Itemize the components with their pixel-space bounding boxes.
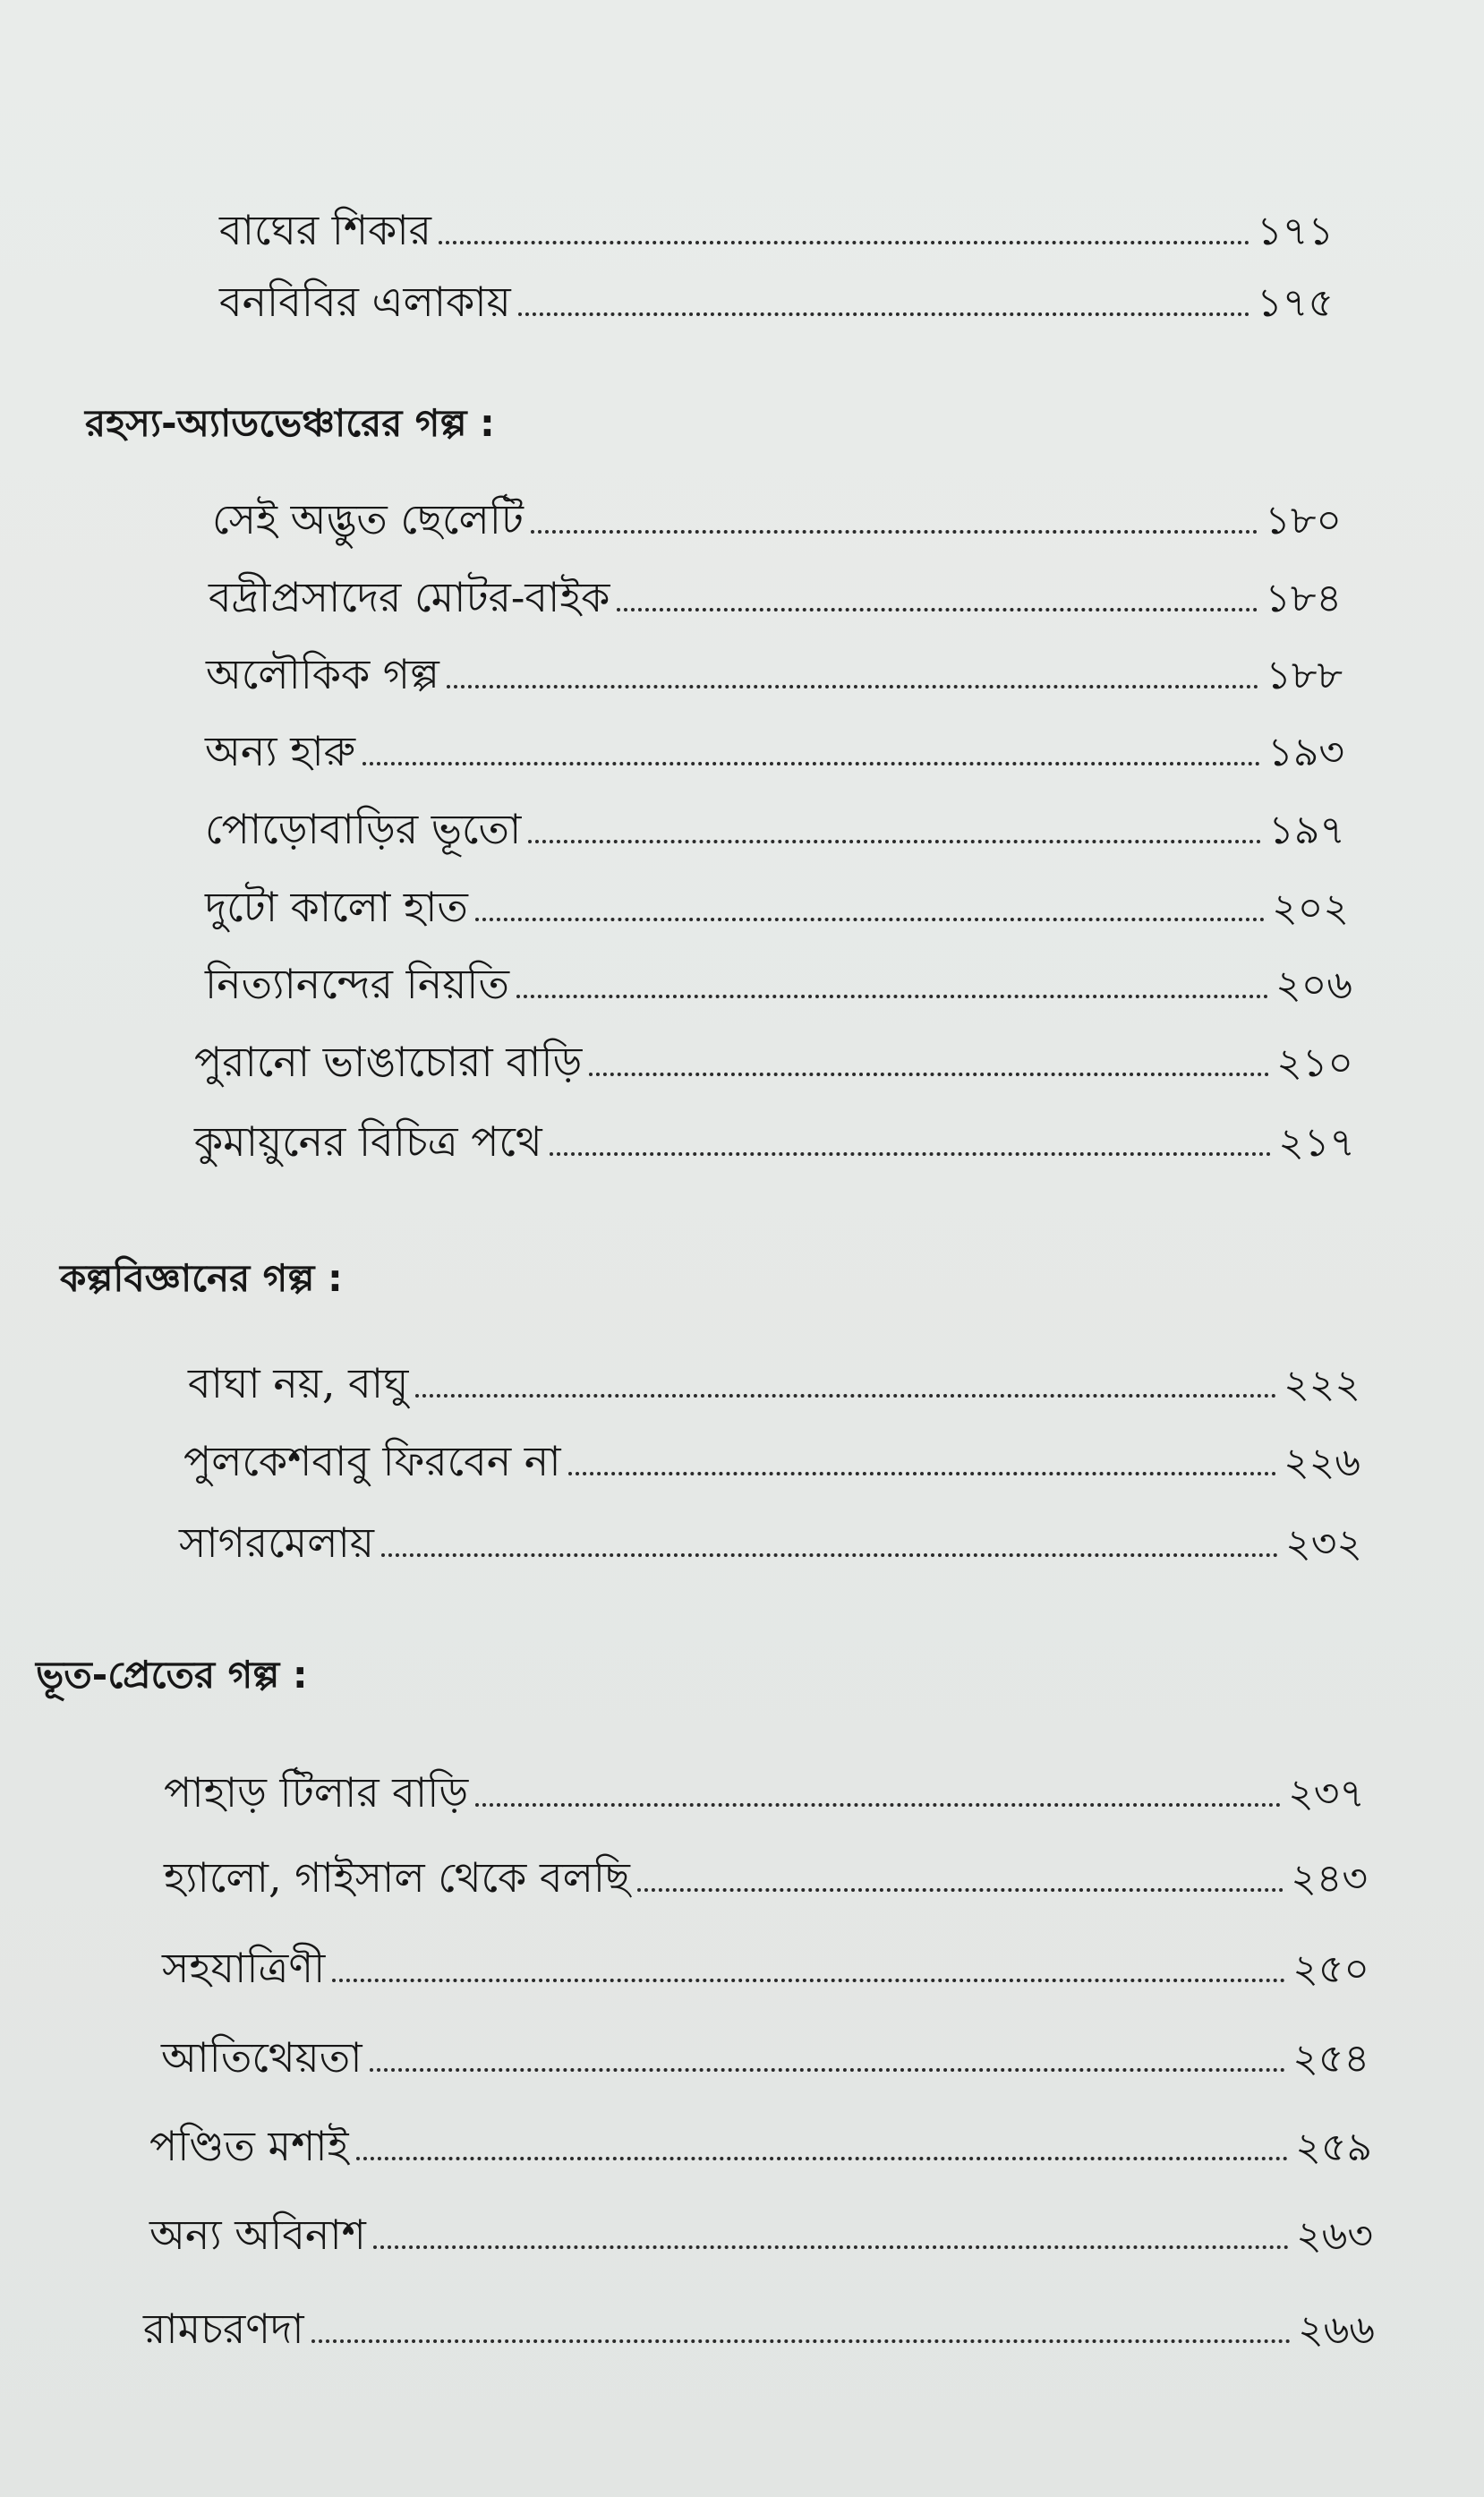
section-heading-ghost-stories: ভূত-প্রেতের গল্প :: [36, 1653, 308, 1697]
toc-entry: [183, 1430, 1360, 1492]
entry-title: অলৌকিক গল্প: [206, 650, 439, 698]
entry-page-number: ২৬৩: [1296, 2213, 1373, 2259]
entry-page-number: ২২৬: [1284, 1440, 1360, 1485]
entry-page-number: ২১০: [1276, 1040, 1353, 1086]
entry-page-number: ২২২: [1284, 1362, 1360, 1407]
dot-leader: [332, 1979, 1285, 1982]
toc-entry: [164, 1846, 1368, 1909]
toc-entry: [205, 720, 1344, 782]
entry-page-number: ২৩২: [1285, 1521, 1362, 1567]
toc-entry: [205, 798, 1345, 860]
dot-leader: [475, 1803, 1281, 1807]
section-heading-science-fiction: কল্পবিজ্ঞানের গল্প :: [60, 1256, 343, 1300]
toc-entry: [194, 1030, 1353, 1093]
entry-title: বদ্রীপ্রসাদের মোটর-বাইক: [209, 573, 610, 621]
entry-title: সাগরমেলায়: [179, 1518, 374, 1567]
entry-page-number: ২৪৩: [1291, 1856, 1368, 1902]
dot-leader: [516, 995, 1268, 998]
entry-title: বাঘা নয়, বাঘু: [188, 1359, 409, 1407]
dot-leader: [362, 762, 1260, 765]
entry-page-number: ২৩৭: [1288, 1771, 1365, 1817]
dot-leader: [370, 2068, 1286, 2072]
dot-leader: [518, 312, 1250, 316]
entry-page-number: ২০৬: [1275, 962, 1352, 1008]
toc-entry: [206, 643, 1343, 705]
dot-leader: [381, 1553, 1278, 1557]
toc-entry: [164, 1761, 1365, 1824]
toc-entry: [149, 2115, 1372, 2177]
entry-title: নিত্যানন্দের নিয়তি: [205, 960, 509, 1008]
toc-entry: [179, 1511, 1362, 1574]
dot-leader: [589, 1073, 1269, 1076]
dot-leader: [617, 608, 1258, 611]
toc-entry: [209, 566, 1342, 629]
entry-page-number: ১৭১: [1257, 209, 1334, 254]
dot-leader: [373, 2245, 1289, 2249]
dot-leader: [568, 1472, 1277, 1475]
entry-title: পুরানো ভাঙাচোরা বাড়ি: [194, 1038, 583, 1086]
dot-leader: [475, 918, 1265, 921]
toc-entry: [161, 2026, 1369, 2089]
entry-title: বাঘের শিকার: [219, 206, 431, 254]
entry-page-number: ২১৭: [1278, 1120, 1355, 1166]
entry-page-number: ২৬৬: [1298, 2307, 1375, 2353]
toc-entry: [212, 488, 1342, 551]
entry-title: আতিথেয়তা: [161, 2033, 362, 2082]
entry-title: দুটো কালো হাত: [205, 883, 468, 931]
entry-page-number: ১৮৪: [1265, 576, 1342, 621]
toc-entry: [219, 270, 1334, 333]
toc-entry: [143, 2297, 1375, 2360]
entry-page-number: ২৫৪: [1292, 2036, 1369, 2082]
entry-title: বনবিবির এলাকায়: [219, 278, 511, 326]
entry-title: অন্য অবিনাশ: [149, 2211, 366, 2259]
entry-page-number: ১৭৫: [1257, 280, 1334, 326]
toc-entry: [149, 2203, 1373, 2266]
entry-page-number: ১৯৭: [1268, 808, 1345, 853]
dot-leader: [439, 241, 1249, 244]
entry-page-number: ১৮৮: [1266, 653, 1343, 698]
section-heading-mystery-adventure: রহস্য-অ্যাডভেঞ্চারের গল্প :: [85, 401, 495, 445]
entry-page-number: ২০২: [1272, 885, 1349, 931]
entry-title: সেই অদ্ভুত ছেলেটি: [212, 495, 524, 543]
toc-entry: [219, 199, 1334, 261]
entry-page-number: ২৫০: [1292, 1946, 1369, 1992]
entry-page-number: ২৫৯: [1295, 2125, 1372, 2170]
entry-page-number: ১৯৩: [1267, 730, 1344, 775]
dot-leader: [311, 2339, 1292, 2343]
dot-leader: [531, 530, 1258, 534]
toc-entry: [194, 1110, 1355, 1173]
entry-title: কুমায়ুনের বিচিত্র পথে: [194, 1117, 542, 1166]
toc-entry: [205, 876, 1349, 938]
toc-entry: [162, 1937, 1369, 1999]
entry-title: পুলকেশবাবু ফিরবেন না: [183, 1437, 561, 1485]
entry-title: পাহাড় টিলার বাড়ি: [164, 1768, 469, 1817]
dot-leader: [637, 1888, 1284, 1892]
entry-title: হ্যালো, গাইসাল থেকে বলছি: [164, 1853, 630, 1902]
entry-title: পণ্ডিত মশাই: [149, 2122, 349, 2170]
dot-leader: [550, 1152, 1272, 1156]
dot-leader: [447, 685, 1258, 688]
entry-title: রামচরণদা: [143, 2305, 304, 2353]
entry-title: অন্য হারু: [205, 727, 356, 775]
entry-title: পোড়োবাড়ির ভূতো: [205, 805, 522, 853]
dot-leader: [356, 2157, 1289, 2160]
dot-leader: [415, 1394, 1276, 1398]
entry-page-number: ১৮০: [1265, 498, 1342, 543]
toc-entry: [188, 1352, 1360, 1415]
dot-leader: [528, 840, 1261, 843]
entry-title: সহযাত্রিণী: [162, 1944, 326, 1992]
toc-entry: [205, 953, 1352, 1015]
